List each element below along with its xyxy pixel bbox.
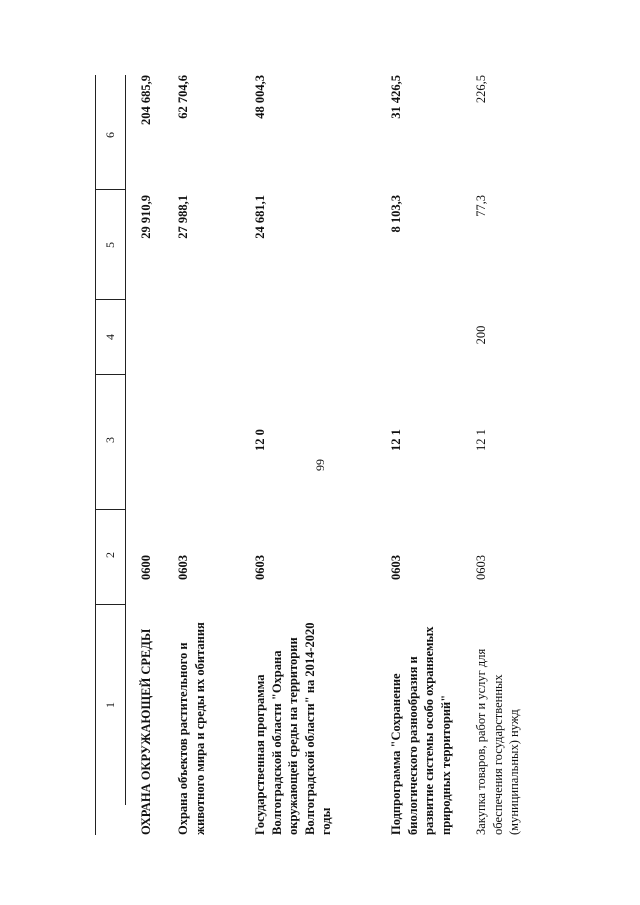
row-value-5: 77,3 <box>474 195 488 217</box>
column-header-2: 2 <box>103 552 117 558</box>
row-value-5: 8 103,3 <box>389 195 403 233</box>
column-header-4: 4 <box>103 334 117 340</box>
row-program-code: 12 0 <box>253 429 267 451</box>
header-divider <box>95 604 125 605</box>
row-section-code: 0603 <box>389 555 403 580</box>
row-section-code: 0603 <box>474 555 488 580</box>
header-divider <box>95 189 125 190</box>
row-name: Государственная программа Волгоградской области "Охрана окружающей среды на территории Волгоградской области" на 2014-2020 годы <box>253 622 333 835</box>
budget-table <box>95 75 550 835</box>
row-section-code: 0603 <box>253 555 267 580</box>
row-program-code: 12 1 <box>389 429 403 451</box>
row-value-6: 204 685,9 <box>139 75 153 125</box>
row-section-code: 0600 <box>139 555 153 580</box>
row-value-6: 226,5 <box>474 75 488 104</box>
row-value-6: 48 004,3 <box>253 75 267 119</box>
row-value-6: 62 704,6 <box>176 75 190 119</box>
column-header-5: 5 <box>103 242 117 248</box>
row-name: Закупка товаров, работ и услуг для обеспечения государственных (муниципальных) нужд <box>474 648 521 835</box>
row-value-6: 31 426,5 <box>389 75 403 119</box>
row-section-code: 0603 <box>176 555 190 580</box>
row-expense-type: 200 <box>474 325 488 345</box>
header-divider <box>95 374 125 375</box>
row-value-5: 29 910,9 <box>139 195 153 239</box>
header-divider <box>95 299 125 300</box>
row-value-5: 27 988,1 <box>176 195 190 239</box>
column-header-3: 3 <box>103 437 117 443</box>
row-program-code: 12 1 <box>474 429 488 451</box>
header-divider <box>95 509 125 510</box>
page-number: 99 <box>312 459 327 471</box>
row-name: ОХРАНА ОКРУЖАЮЩЕЙ СРЕДЫ <box>139 628 153 835</box>
table-header-line <box>125 75 126 805</box>
row-name: Подпрограмма "Сохранение биологического разнообразия и развитие системы особо охраняемых природных территорий" <box>389 626 453 835</box>
column-header-6: 6 <box>103 132 117 138</box>
row-name: Охрана объектов растительного и животного мира и среды их обитания <box>176 622 207 835</box>
column-header-1: 1 <box>103 702 117 708</box>
row-value-5: 24 681,1 <box>253 195 267 239</box>
